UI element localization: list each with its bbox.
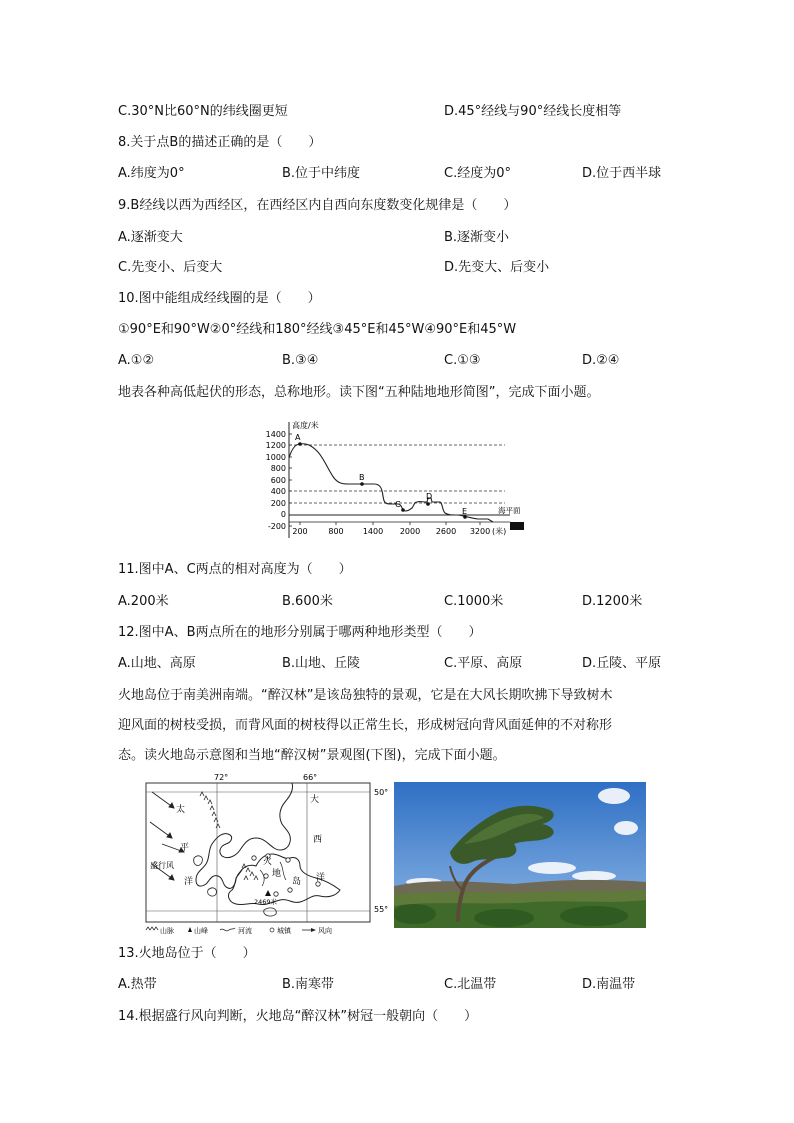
q13-option-d[interactable]: D.南温带 (582, 977, 636, 992)
x-tick-200: 200 (292, 527, 308, 536)
x-unit: (米) (492, 527, 507, 536)
q9-stem: 9.B经线以西为西经区，在西经区内自西向东度数变化规律是（ ） (118, 198, 517, 213)
q7-option-c: C.30°N比60°N的纬线圈更短 (118, 104, 288, 119)
x-tick-3200: 3200 (469, 527, 491, 536)
atlantic-label-3: 洋 (316, 873, 326, 883)
lat-label-50: 50° (374, 788, 389, 797)
x-tick-1400: 1400 (362, 527, 384, 536)
legend-town: 城镇 (277, 927, 291, 935)
legend-river: 河流 (238, 927, 252, 935)
island-intro-line-1: 火地岛位于南美洲南端。“醉汉林”是该岛独特的景观，它是在大风长期吹拂下导致树木 (118, 688, 613, 703)
q8-option-c[interactable]: C.经度为0° (444, 166, 511, 181)
q9-option-a[interactable]: A.逐渐变大 (118, 230, 183, 245)
island-label-3: 岛 (292, 877, 302, 887)
island-intro-line-2: 迎风面的树枝受损，而背风面的树枝得以正常生长，形成树冠向背风面延伸的不对称形 (118, 718, 613, 733)
y-tick-1000: 1000 (265, 453, 286, 462)
q8-option-d[interactable]: D.位于西半球 (582, 166, 662, 181)
q8-stem: 8.关于点B的描述正确的是（ ） (118, 135, 322, 150)
lat-label-55: 55° (374, 905, 389, 914)
q12-option-d[interactable]: D.丘陵、平原 (582, 656, 662, 671)
q12-stem: 12.图中A、B两点所在的地形分别属于哪两种地形类型（ ） (118, 625, 482, 640)
map-legend (146, 926, 332, 935)
sea-level-label: 海平面 (498, 506, 521, 515)
q8-option-b[interactable]: B.位于中纬度 (282, 166, 361, 181)
island-label-2: 地 (272, 869, 282, 879)
legend-wind: 风向 (318, 927, 332, 935)
q13-option-c[interactable]: C.北温带 (444, 977, 497, 992)
terrain-ylabel: 高度/米 (292, 421, 319, 430)
legend-peak: 山峰 (194, 927, 208, 935)
q12-option-a[interactable]: A.山地、高原 (118, 656, 196, 671)
terrain-intro: 地表各种高低起伏的形态，总称地形。读下图“五种陆地地形简图”，完成下面小题。 (118, 385, 600, 400)
y-tick-400: 400 (270, 487, 286, 496)
point-a-label: A (295, 433, 301, 442)
drunken-tree-photo (394, 782, 646, 928)
y-tick-minus200: -200 (267, 522, 286, 531)
q12-option-b[interactable]: B.山地、丘陵 (282, 656, 361, 671)
q14-stem: 14.根据盛行风向判断，火地岛“醉汉林”树冠一般朝向（ ） (118, 1009, 478, 1024)
q12-option-c[interactable]: C.平原、高原 (444, 656, 523, 671)
q10-choices-line: ①90°E和90°W②0°经线和180°经线③45°E和45°W④90°E和45°W (118, 322, 517, 337)
x-tick-800: 800 (328, 527, 344, 536)
lon-label-66: 66° (303, 773, 318, 782)
point-c-label: C (395, 500, 401, 509)
x-tick-2000: 2000 (399, 527, 421, 536)
q10-option-d[interactable]: D.②④ (582, 353, 620, 368)
x-tick-2600: 2600 (435, 527, 457, 536)
q10-option-a[interactable]: A.①② (118, 353, 155, 368)
point-c-marker (401, 508, 405, 512)
q13-option-b[interactable]: B.南寒带 (282, 977, 335, 992)
q10-option-c[interactable]: C.①③ (444, 353, 481, 368)
point-d-marker (426, 502, 430, 506)
y-tick-1400: 1400 (265, 430, 286, 439)
atlantic-label-2: 西 (313, 835, 323, 845)
atlantic-label-1: 大 (310, 795, 320, 805)
q9-option-c[interactable]: C.先变小、后变大 (118, 260, 223, 275)
point-b-label: B (359, 473, 365, 482)
q11-option-b[interactable]: B.600米 (282, 594, 333, 609)
point-a-marker (298, 442, 302, 446)
y-tick-800: 800 (270, 464, 286, 473)
q11-stem: 11.图中A、C两点的相对高度为（ ） (118, 562, 352, 577)
peak-label: 2469米 (254, 898, 278, 906)
pacific-label-2: 平 (180, 843, 190, 853)
q11-option-c[interactable]: C.1000米 (444, 594, 504, 609)
q13-stem: 13.火地岛位于（ ） (118, 946, 256, 961)
q10-option-b[interactable]: B.③④ (282, 353, 319, 368)
island-label-1: 火 (263, 857, 273, 867)
point-d-label: D (426, 492, 433, 501)
tierra-del-fuego-map (140, 772, 390, 940)
q11-option-d[interactable]: D.1200米 (582, 594, 643, 609)
q8-option-a[interactable]: A.纬度为0° (118, 166, 185, 181)
legend-mountain: 山脉 (160, 927, 174, 935)
wind-label: 盛行风 (150, 861, 174, 870)
y-tick-1200: 1200 (265, 441, 286, 450)
point-e-label: E (462, 507, 468, 516)
y-tick-600: 600 (270, 476, 286, 485)
lon-label-72: 72° (214, 773, 229, 782)
terrain-profile-figure (262, 418, 530, 542)
y-tick-200: 200 (270, 499, 286, 508)
q13-option-a[interactable]: A.热带 (118, 977, 157, 992)
pacific-label-1: 太 (176, 805, 186, 815)
point-b-marker (360, 482, 364, 486)
pacific-label-3: 洋 (184, 877, 194, 887)
island-intro-line-3: 态。读火地岛示意图和当地“醉汉树”景观图(下图)，完成下面小题。 (118, 748, 506, 763)
q9-option-b[interactable]: B.逐渐变小 (444, 230, 510, 245)
q11-option-a[interactable]: A.200米 (118, 594, 169, 609)
y-tick-0: 0 (280, 510, 286, 519)
q10-stem: 10.图中能组成经线圈的是（ ） (118, 291, 321, 306)
q7-option-d: D.45°经线与90°经线长度相等 (444, 104, 622, 119)
q9-option-d[interactable]: D.先变大、后变小 (444, 260, 550, 275)
